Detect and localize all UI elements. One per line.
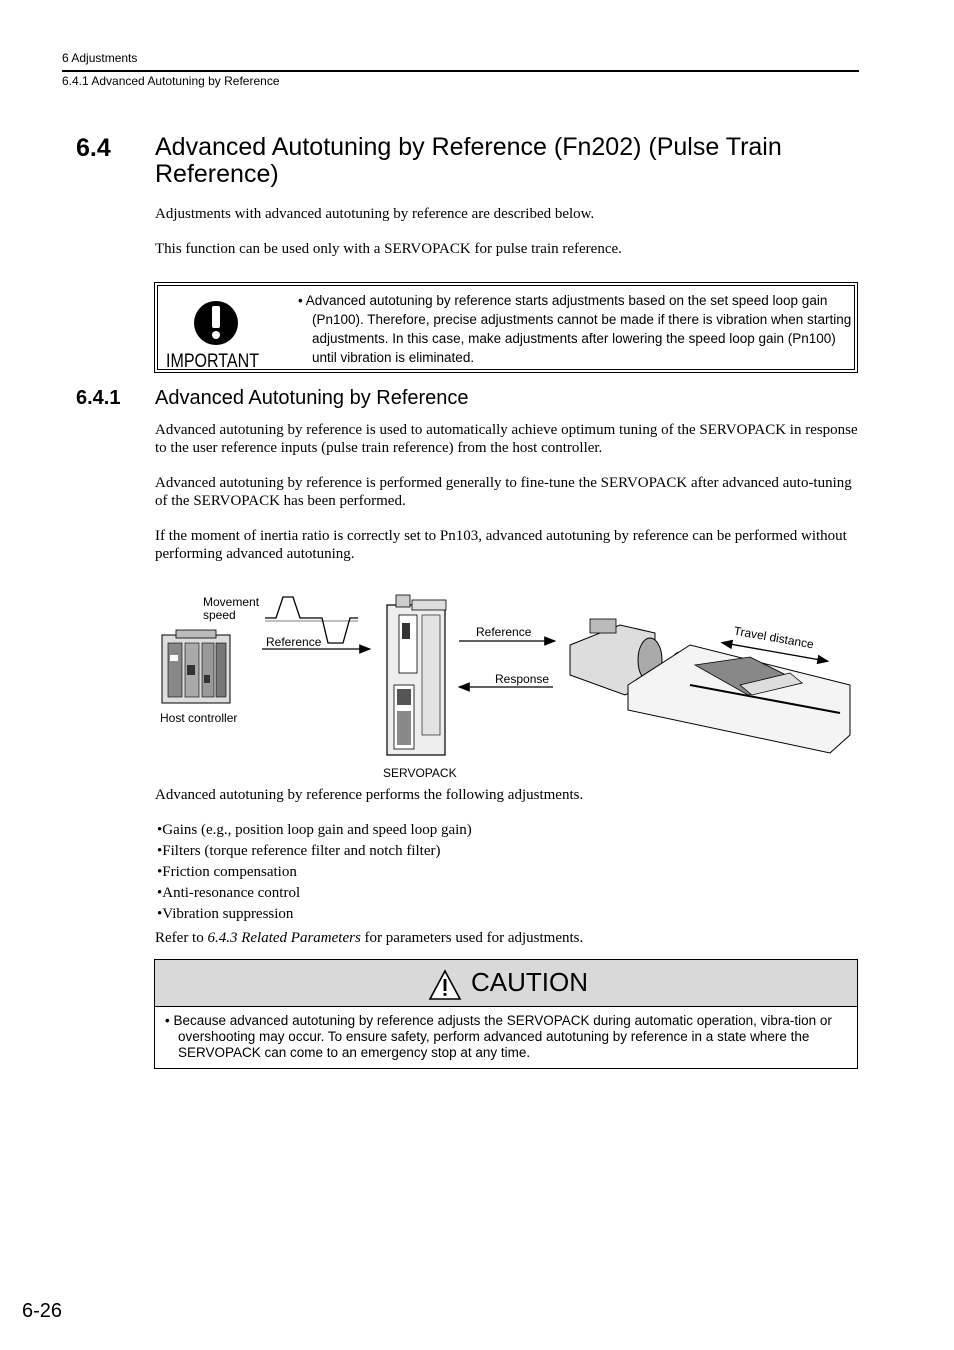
intro-paragraph-2: This function can be used only with a SERVOPACK for pulse train reference.	[155, 241, 622, 257]
servopack-label: SERVOPACK	[383, 766, 457, 780]
response-arrow-label: Response	[495, 672, 550, 686]
page-number: 6-26	[22, 1300, 63, 1322]
body-paragraph-3: If the moment of inertia ratio is correctly set to Pn103, advanced autotuning by reference can be performed without performing advanced autotuning.	[155, 528, 847, 562]
reference-arrow-label: Reference	[476, 625, 532, 639]
important-icon	[164, 294, 264, 374]
body-paragraph-2: Advanced autotuning by reference is performed generally to fine-tune the SERVOPACK after advanced auto-tuning of the SERVOPACK has been performed.	[155, 475, 852, 509]
adjustments-list	[157, 820, 472, 925]
section-title: Advanced Autotuning by Reference (Fn202) (Pulse Train Reference)	[155, 133, 782, 188]
subsection-number: 6.4.1	[76, 387, 121, 409]
intro-paragraph-1: Adjustments with advanced autotuning by reference are described below.	[155, 206, 595, 222]
refer-to-line	[155, 930, 583, 947]
reference-wave-label: Reference	[266, 635, 322, 649]
body-paragraph-1: Advanced autotuning by reference is used to automatically achieve optimum tuning of the SERVOPACK in response to the user reference inputs (pulse train reference) from the host controller.	[155, 422, 858, 456]
servopack-image	[387, 595, 446, 755]
travel-distance-label: Travel distance	[732, 623, 815, 652]
subsection-title: Advanced Autotuning by Reference	[155, 387, 469, 409]
list-item: • Gains (e.g., position loop gain and speed loop gain)	[157, 820, 472, 841]
caution-text: • Because advanced autotuning by reference adjusts the SERVOPACK during automatic operation, vibra-tion or overshooting may occur. To ensure safety, perform advanced autotuning by reference in a state where the SERVOPACK can come to an emergency stop at any time.	[165, 1013, 832, 1060]
adjustments-intro: Advanced autotuning by reference performs the following adjustments.	[155, 787, 584, 803]
running-header-section: 6.4.1 Advanced Autotuning by Reference	[62, 74, 280, 88]
section-number: 6.4	[76, 134, 111, 162]
header-rule	[62, 70, 859, 72]
movement-speed-label-1: Movement	[203, 595, 260, 609]
caution-title: CAUTION	[471, 967, 588, 997]
related-parameters-link[interactable]: 6.4.3 Related Parameters	[207, 930, 361, 946]
list-item: • Anti-resonance control	[157, 883, 472, 904]
caution-header	[155, 960, 857, 1007]
warning-triangle-icon	[428, 969, 462, 1001]
list-item: • Vibration suppression	[157, 904, 472, 925]
movement-speed-label-2: speed	[203, 608, 236, 622]
important-text: • Advanced autotuning by reference starts adjustments based on the set speed loop gain (Pn100). Therefore, precise adjustments cannot be made if there is vibration when starting adjustments. In this case, make adjustments after lowering the speed loop gain (Pn100) until vibration is eliminated.	[298, 293, 852, 365]
list-item: • Friction compensation	[157, 862, 472, 883]
list-item: • Filters (torque reference filter and notch filter)	[157, 841, 472, 862]
host-controller-label: Host controller	[160, 711, 238, 725]
refer-prefix: Refer to	[155, 930, 208, 946]
important-label: IMPORTANT	[166, 351, 260, 372]
important-notice	[154, 282, 858, 373]
system-diagram	[150, 585, 860, 785]
caution-notice	[154, 959, 858, 1069]
refer-suffix: for parameters used for adjustments.	[360, 930, 584, 946]
running-header-chapter: 6 Adjustments	[62, 51, 138, 65]
host-controller-image	[162, 630, 230, 703]
